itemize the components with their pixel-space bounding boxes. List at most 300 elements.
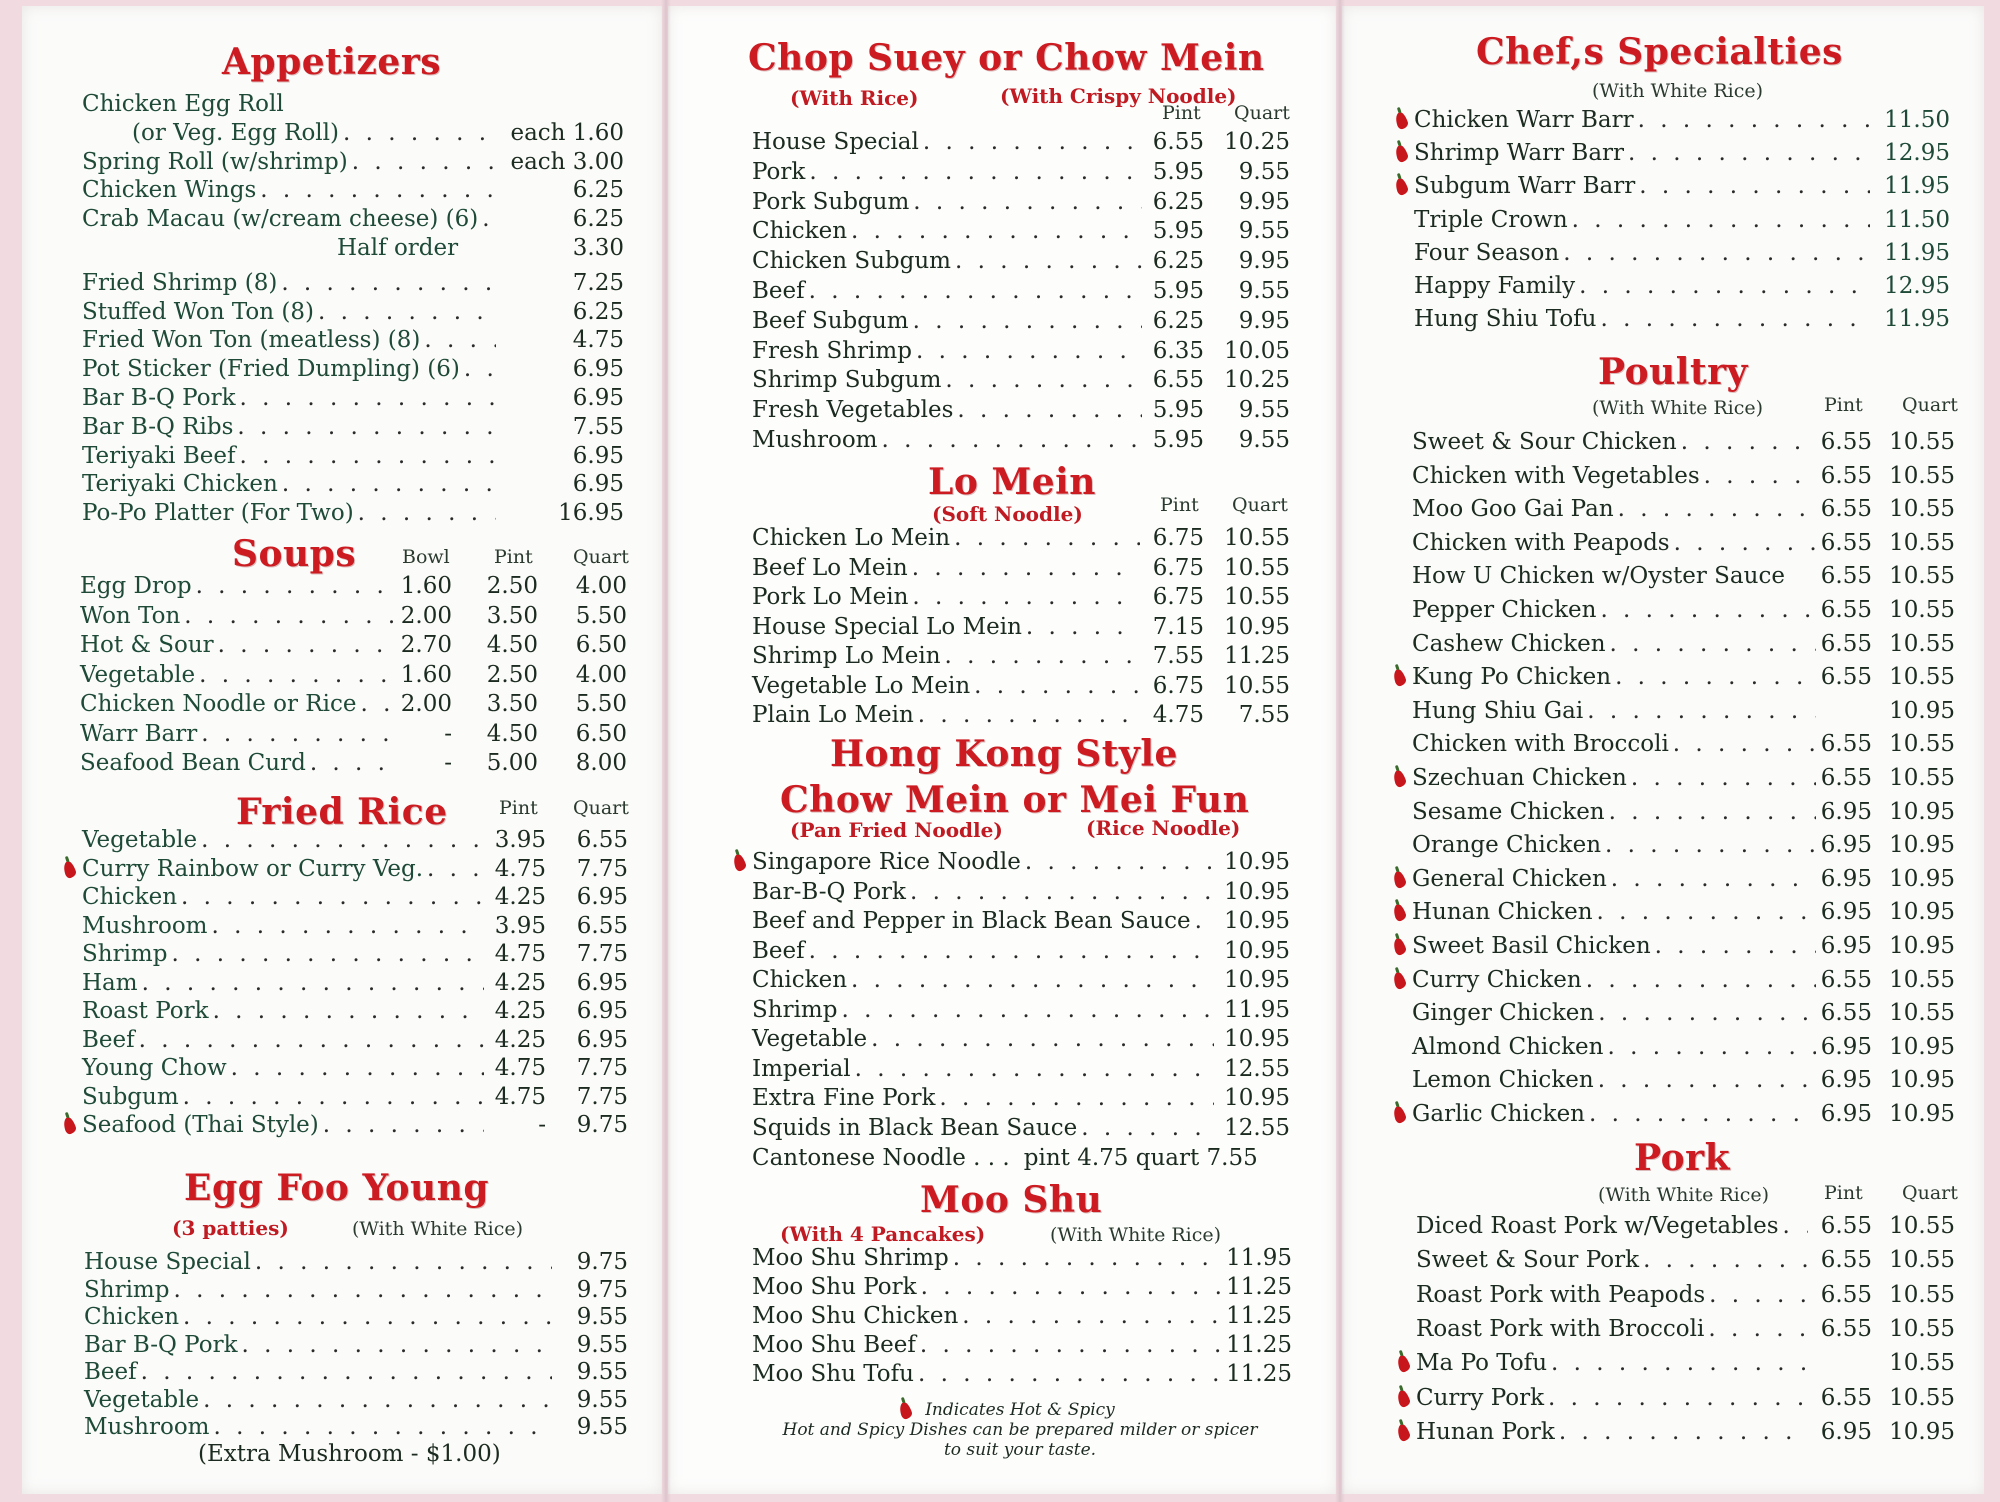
menu-item-row [84,1303,556,1331]
menu-item-price-quart: 10.05 [1224,337,1290,364]
menu-item-row [1416,1418,1812,1446]
leader-dots [945,642,1140,670]
menu-item-price-quart: 4.00 [575,661,627,688]
menu-item-row [82,1054,488,1082]
menu-item-price-pint: 5.95 [1152,427,1204,453]
menu-item-price-quart: 10.55 [1889,597,1955,623]
menu-item-row [82,269,500,297]
menu-item-row [1412,1033,1820,1061]
menu-item-price-pint: 4.75 [1152,702,1204,728]
menu-item-row [752,1114,1218,1142]
menu-item-row [80,602,402,630]
menu-item-row [1412,562,1820,590]
menu-item-name: Vegetable [752,1026,868,1052]
menu-item-row [84,1358,556,1386]
menu-item-price-pint: 5.95 [1152,158,1204,185]
menu-item-name: Curry Pork [1416,1384,1545,1411]
leader-dots [1618,495,1816,523]
chop-suey-header-pint: Pint [1162,102,1201,124]
menu-item-row [82,470,500,498]
menu-item-name: Teriyaki Chicken [82,471,278,498]
menu-item-price-quart: 10.95 [1889,933,1955,959]
menu-item-row [82,355,500,383]
menu-item-row [752,554,1144,582]
menu-item-price-price: 11.25 [1226,1332,1292,1358]
menu-item-price-price: 11.50 [1884,107,1950,133]
menu-item-row [1414,106,1874,134]
menu-item-row [752,937,1218,965]
menu-item-price-quart: 7.75 [576,941,628,967]
menu-item-row [1412,495,1820,523]
chop-suey-title: Chop Suey or Chow Mein [748,37,1265,79]
menu-item-row [1412,831,1820,859]
leader-dots [809,158,1142,186]
menu-item-row [752,1302,1226,1330]
menu-item-row [80,749,402,777]
menu-item-name: Mushroom [752,427,878,453]
menu-item-row [84,1413,556,1441]
menu-item-price-quart: 6.50 [575,720,627,747]
menu-item-name: Moo Shu Chicken [752,1303,959,1329]
menu-item-price-pint: 6.95 [1820,798,1872,825]
menu-item-row [1412,630,1820,658]
menu-item-name: General Chicken [1412,865,1607,892]
menu-item-price-price: 6.95 [572,385,624,411]
fried-rice-title: Fried Rice [236,791,448,833]
menu-item-row [752,1055,1218,1083]
menu-item-row [80,572,402,600]
menu-item-price-pint: 6.25 [1152,188,1204,215]
menu-item-price-price: 11.25 [1226,1303,1292,1329]
menu-item-name: Beef Lo Mein [752,554,908,581]
menu-item-price-price: 7.25 [572,269,624,296]
menu-item-name: Hot & Sour [80,632,214,658]
menu-item-row [752,642,1144,670]
menu-item-price-pint: 6.75 [1152,554,1204,581]
menu-item-name: How U Chicken w/Oyster Sauce [1412,563,1785,590]
leader-dots [1601,305,1871,333]
leader-dots [1610,630,1816,658]
spicy-legend [760,1400,1280,1460]
menu-item-name: Mushroom [84,1414,210,1440]
menu-item-price-pint: 6.55 [1820,765,1872,791]
menu-item-row [752,307,1146,335]
menu-item-row [82,883,488,911]
menu-item-price-price: 10.95 [1224,1026,1290,1052]
menu-item-row [752,1025,1218,1053]
menu-item-price-price: 9.55 [576,1386,628,1413]
menu-item-row [1412,966,1820,994]
menu-item-name: Crab Macau (w/cream cheese) (6) [82,206,479,233]
leader-dots [1673,730,1816,758]
menu-item-row [82,1083,488,1111]
menu-item-price-quart: 10.55 [1224,672,1290,699]
menu-item-row [1414,272,1874,300]
menu-item-price-quart: 9.55 [1238,158,1290,185]
menu-item-row [752,158,1146,186]
leader-dots [142,969,484,997]
menu-item-row [752,396,1146,424]
menu-item-row [752,701,1144,729]
leader-dots [218,631,398,659]
menu-item-price-pint: 6.35 [1152,337,1204,364]
menu-item-price-price: each 3.00 [510,148,624,175]
menu-item-name: Shrimp Subgum [752,367,942,394]
leader-dots [1195,907,1214,935]
leader-dots [1681,428,1816,456]
menu-item-price-quart: 10.55 [1889,731,1955,758]
menu-item-name: Diced Roast Pork w/Vegetables [1416,1213,1779,1239]
menu-item-price-quart: 10.25 [1224,367,1290,394]
cantonese-noodle-row [752,1144,1292,1172]
lo-mein-header-quart: Quart [1232,494,1288,516]
leader-dots [1598,999,1816,1027]
menu-item-row [1412,1066,1820,1094]
leader-dots [871,1025,1214,1053]
leader-dots [424,326,496,354]
leader-dots [260,176,496,204]
leader-dots [851,217,1142,245]
menu-item-price-pint: 6.55 [1820,1213,1872,1239]
menu-item-row [82,826,488,854]
menu-item-row [337,234,500,262]
menu-item-price-quart: 6.95 [576,884,628,910]
menu-item-price-quart: 10.55 [1224,525,1290,551]
legend-line1-wrap [760,1400,1280,1420]
leader-dots [954,524,1140,552]
menu-item-name: Imperial [752,1055,851,1082]
menu-item-price-price: 12.55 [1224,1055,1290,1082]
menu-item-row [752,277,1146,305]
menu-item-row [752,217,1146,245]
legend-line1: Indicates Hot & Spicy [925,1400,1115,1420]
menu-item-row [1416,1384,1812,1412]
leader-dots [1026,613,1140,641]
leader-dots [358,499,496,527]
menu-item-name: Seafood Bean Curd [80,750,306,776]
menu-item-price-quart: 10.55 [1889,496,1955,523]
leader-dots [953,1244,1222,1272]
menu-item-price-price: 10.95 [1224,1085,1290,1111]
menu-item-name: Subgum Warr Barr [1414,173,1636,200]
menu-item-name: Vegetable Lo Mein [752,672,971,699]
menu-item-price-pint: 6.75 [1152,525,1204,551]
poultry-note: (With White Rice) [1592,397,1764,419]
chop-suey-sub-left: (With Rice) [790,86,919,110]
leader-dots [912,554,1140,582]
menu-item-row [752,524,1144,552]
menu-item-name: Chicken [752,967,848,993]
menu-item-name: Beef [82,1026,135,1053]
menu-item-name: Won Ton [80,602,181,629]
menu-item-price-quart: 6.55 [576,827,628,853]
menu-item-name: Warr Barr [80,720,198,747]
menu-item-price-pint: 6.55 [1820,429,1872,455]
menu-item-price-pint: 6.55 [1820,597,1872,623]
menu-item-price-price: 9.75 [576,1276,628,1303]
menu-item-name: Hung Shiu Gai [1412,697,1584,724]
menu-item-row [752,1244,1226,1272]
menu-item-price-quart: 6.95 [576,969,628,996]
menu-item-name: Shrimp [82,941,168,967]
menu-item-price-pint: 4.25 [494,998,546,1024]
leader-dots [360,690,398,718]
lo-mein-subtitle: (Soft Noodle) [932,502,1083,526]
menu-item-row [84,1276,556,1304]
menu-item-price-pint: 3.50 [486,691,538,717]
poultry-header-quart: Quart [1902,394,1958,416]
leader-dots [464,355,496,383]
menu-item-row [82,326,500,354]
menu-item-row [1414,172,1874,200]
menu-item-name: Chicken Subgum [752,248,951,275]
menu-item-row [1414,206,1874,234]
menu-item-price-price: 10.95 [1224,878,1290,905]
leader-dots [1639,172,1870,200]
leader-dots [1572,206,1870,234]
menu-item-name: Happy Family [1414,273,1576,299]
menu-item-price-quart: 10.95 [1889,1418,1955,1445]
menu-item-price-pint: 4.75 [494,1055,546,1081]
menu-item-price-pint: 4.75 [494,1083,546,1110]
menu-item-row [1414,305,1874,333]
menu-item-row [1412,596,1820,624]
leader-dots [1579,272,1870,300]
menu-item-name: Squids in Black Bean Sauce [752,1114,1078,1141]
menu-item-price-pint: 6.95 [1820,933,1872,959]
menu-item-price-pint: 6.55 [1820,966,1872,993]
leader-dots [239,442,496,470]
menu-item-row [752,966,1218,994]
leader-dots [352,148,496,176]
menu-item-name: Chicken Noodle or Rice [80,691,357,717]
menu-item-name: Fried Won Ton (meatless) (8) [82,327,421,354]
menu-item-row [80,661,402,689]
menu-item-row [82,499,500,527]
moo-shu-title: Moo Shu [920,1179,1103,1221]
leader-dots [213,1413,552,1441]
menu-item-price-bowl: 2.70 [400,632,452,658]
menu-item-price-pint: 6.55 [1820,664,1872,691]
menu-item-row [82,940,488,968]
menu-item-price-pint: 6.55 [1820,563,1872,590]
menu-item-price-quart: 10.55 [1224,554,1290,581]
menu-item-name: Sesame Chicken [1412,798,1605,825]
menu-item-name: Szechuan Chicken [1412,765,1627,791]
menu-item-name: Fresh Shrimp [752,337,912,364]
leader-dots [323,1111,484,1139]
menu-item-price-quart: 7.75 [576,1055,628,1081]
menu-item-row [82,1111,488,1139]
menu-item-price-pint: 6.95 [1820,1101,1872,1127]
menu-item-price-pint: 6.25 [1152,248,1204,275]
menu-item-row [1414,239,1874,267]
menu-item-price-quart: 10.95 [1889,1033,1955,1060]
menu-item-name: Spring Roll (w/shrimp) [82,148,348,175]
leader-dots [201,826,484,854]
menu-item-row [82,205,500,233]
menu-item-row [82,413,500,441]
menu-item-name: Kung Po Chicken [1412,664,1612,691]
menu-item-row [80,690,402,718]
menu-item-row [752,128,1146,156]
menu-item-price-pint: 6.95 [1820,1033,1872,1060]
menu-item-price-quart: 9.55 [1238,278,1290,304]
moo-shu-subtitle: (With 4 Pancakes) [780,1222,986,1246]
menu-item-price-quart: 6.55 [576,912,628,939]
menu-item-price-price: 7.55 [572,413,624,440]
leader-dots [1081,1114,1214,1142]
menu-item-name: Ham [82,969,138,996]
menu-item-row [82,298,500,326]
leader-dots [1551,1349,1808,1377]
menu-item-price-price: 10.95 [1224,849,1290,875]
menu-item-price-pint: 7.15 [1152,613,1204,640]
menu-item-price-price: 11.95 [1224,996,1290,1023]
leader-dots [181,883,484,911]
leader-dots [881,426,1142,454]
menu-item-row [82,969,488,997]
menu-item-name: Sweet Basil Chicken [1412,933,1651,959]
menu-item-name: Chicken Lo Mein [752,525,951,551]
soups-header-quart: Quart [573,546,629,568]
menu-item-name: Shrimp [752,996,838,1023]
leader-dots [920,1331,1222,1359]
menu-item-price-price: 10.95 [1224,908,1290,934]
menu-item-price-quart: 10.55 [1889,1000,1955,1027]
menu-item-price-quart: 10.95 [1889,865,1955,892]
menu-item-row [752,583,1144,611]
leader-dots [1611,865,1816,893]
leader-dots [183,1303,552,1331]
menu-item-name: Po-Po Platter (For Two) [82,500,354,527]
menu-item-price-pint: 6.55 [1820,1281,1872,1308]
menu-item-price-quart: 9.95 [1238,307,1290,334]
menu-item-row [752,247,1146,275]
leader-dots [240,384,496,412]
menu-item-name: Roast Pork [82,998,209,1024]
menu-item-row [752,996,1218,1024]
leader-dots [211,912,484,940]
menu-item-price-quart: 9.95 [1238,248,1290,275]
menu-item-price-pint: 6.55 [1820,462,1872,489]
menu-item-name: Moo Shu Pork [752,1274,917,1300]
menu-item-row [1412,865,1820,893]
menu-item-price-quart: 10.55 [1224,584,1290,610]
menu-item-price-price: 9.75 [576,1249,628,1275]
menu-item-name: Pepper Chicken [1412,597,1597,623]
menu-item-name: House Special Lo Mein [752,613,1022,640]
menu-item-name: Stuffed Won Ton (8) [82,298,314,325]
leader-dots [173,1276,552,1304]
menu-item-name: Chicken with Peapods [1412,529,1670,556]
menu-item-row [84,1331,556,1359]
menu-item-price-pint: 6.55 [1820,1315,1872,1342]
menu-item-name: Moo Goo Gai Pan [1412,496,1614,523]
menu-item-price-pint: 6.95 [1820,899,1872,926]
leader-dots [201,720,398,748]
fold-line [661,0,671,1502]
leader-dots [213,997,484,1025]
leader-dots [171,940,484,968]
leader-dots [1643,1246,1808,1274]
menu-item-price-quart: 10.55 [1889,1281,1955,1308]
leader-dots [910,878,1214,906]
leader-dots [918,1360,1222,1388]
menu-item-price-quart: 10.55 [1889,1315,1955,1342]
leader-dots [1674,529,1816,557]
menu-item-price-pint: 6.75 [1152,584,1204,610]
menu-item-price-bowl: 2.00 [400,691,452,717]
leader-dots [1025,848,1214,876]
cantonese-noodle-price: pint 4.75 quart 7.55 [1023,1145,1258,1171]
menu-item-name: Triple Crown [1414,206,1568,233]
menu-item-price-quart: 9.75 [576,1112,628,1138]
menu-item-name: Hunan Chicken [1412,899,1593,926]
menu-item-price-pint: 6.95 [1820,1067,1872,1094]
chili-pepper-icon [898,1401,914,1421]
leader-dots [203,1386,552,1414]
menu-item-name: Chicken [82,884,178,910]
menu-item-row [1416,1281,1812,1309]
menu-item-price-pint: 4.50 [486,720,538,747]
menu-item-price-pint: 6.95 [1820,832,1872,859]
menu-item-name: Fried Shrimp (8) [82,269,278,296]
menu-item-row [752,1084,1218,1112]
menu-item-name: Chicken [84,1304,180,1330]
appetizers-title: Appetizers [222,41,442,83]
menu-item-name: Bar B-Q Ribs [82,413,234,440]
menu-item-price-pint: 4.50 [486,632,538,658]
menu-item-row [752,672,1144,700]
menu-item-price-quart: 10.55 [1889,664,1955,691]
menu-item-price-pint: 6.95 [1820,1418,1872,1445]
menu-item-price-price: 12.95 [1884,140,1950,167]
pork-header-quart: Quart [1902,1182,1958,1204]
menu-item-price-pint: 6.55 [1820,496,1872,523]
menu-item-price-price: 10.95 [1224,967,1290,993]
leader-dots [427,855,484,883]
fried-rice-header-quart: Quart [573,797,629,819]
leader-dots [1704,462,1816,490]
menu-item-price-pint: 6.55 [1152,129,1204,155]
menu-item-name: Four Season [1414,239,1560,266]
menu-item-name: Pork Subgum [752,188,910,215]
menu-item-name: Curry Chicken [1412,966,1582,993]
menu-item-name: Beef [752,937,805,964]
leader-dots [913,188,1142,216]
menu-item-price-quart: 10.95 [1889,832,1955,859]
menu-item-row [1412,697,1820,725]
menu-item-name: Beef [752,278,805,304]
menu-item-row [752,907,1218,935]
menu-item-name: Bar-B-Q Pork [752,878,906,905]
leader-dots [318,298,496,326]
menu-item-row [1412,932,1820,960]
menu-item-price-pint: - [538,1112,546,1138]
menu-item-price-price: 6.25 [572,206,624,233]
menu-item-price-price: 9.55 [576,1331,628,1358]
menu-item-price-price: 6.95 [572,471,624,498]
menu-item-price-quart: 9.55 [1238,218,1290,245]
leader-dots [918,701,1140,729]
menu-item-price-pint: 6.55 [1820,1384,1872,1411]
menu-item-name: Chicken [752,218,848,245]
menu-item-price-quart: 10.55 [1889,1350,1955,1377]
menu-item-row [84,1386,556,1414]
leader-dots [1587,697,1816,725]
menu-item-name: Hunan Pork [1416,1418,1555,1445]
